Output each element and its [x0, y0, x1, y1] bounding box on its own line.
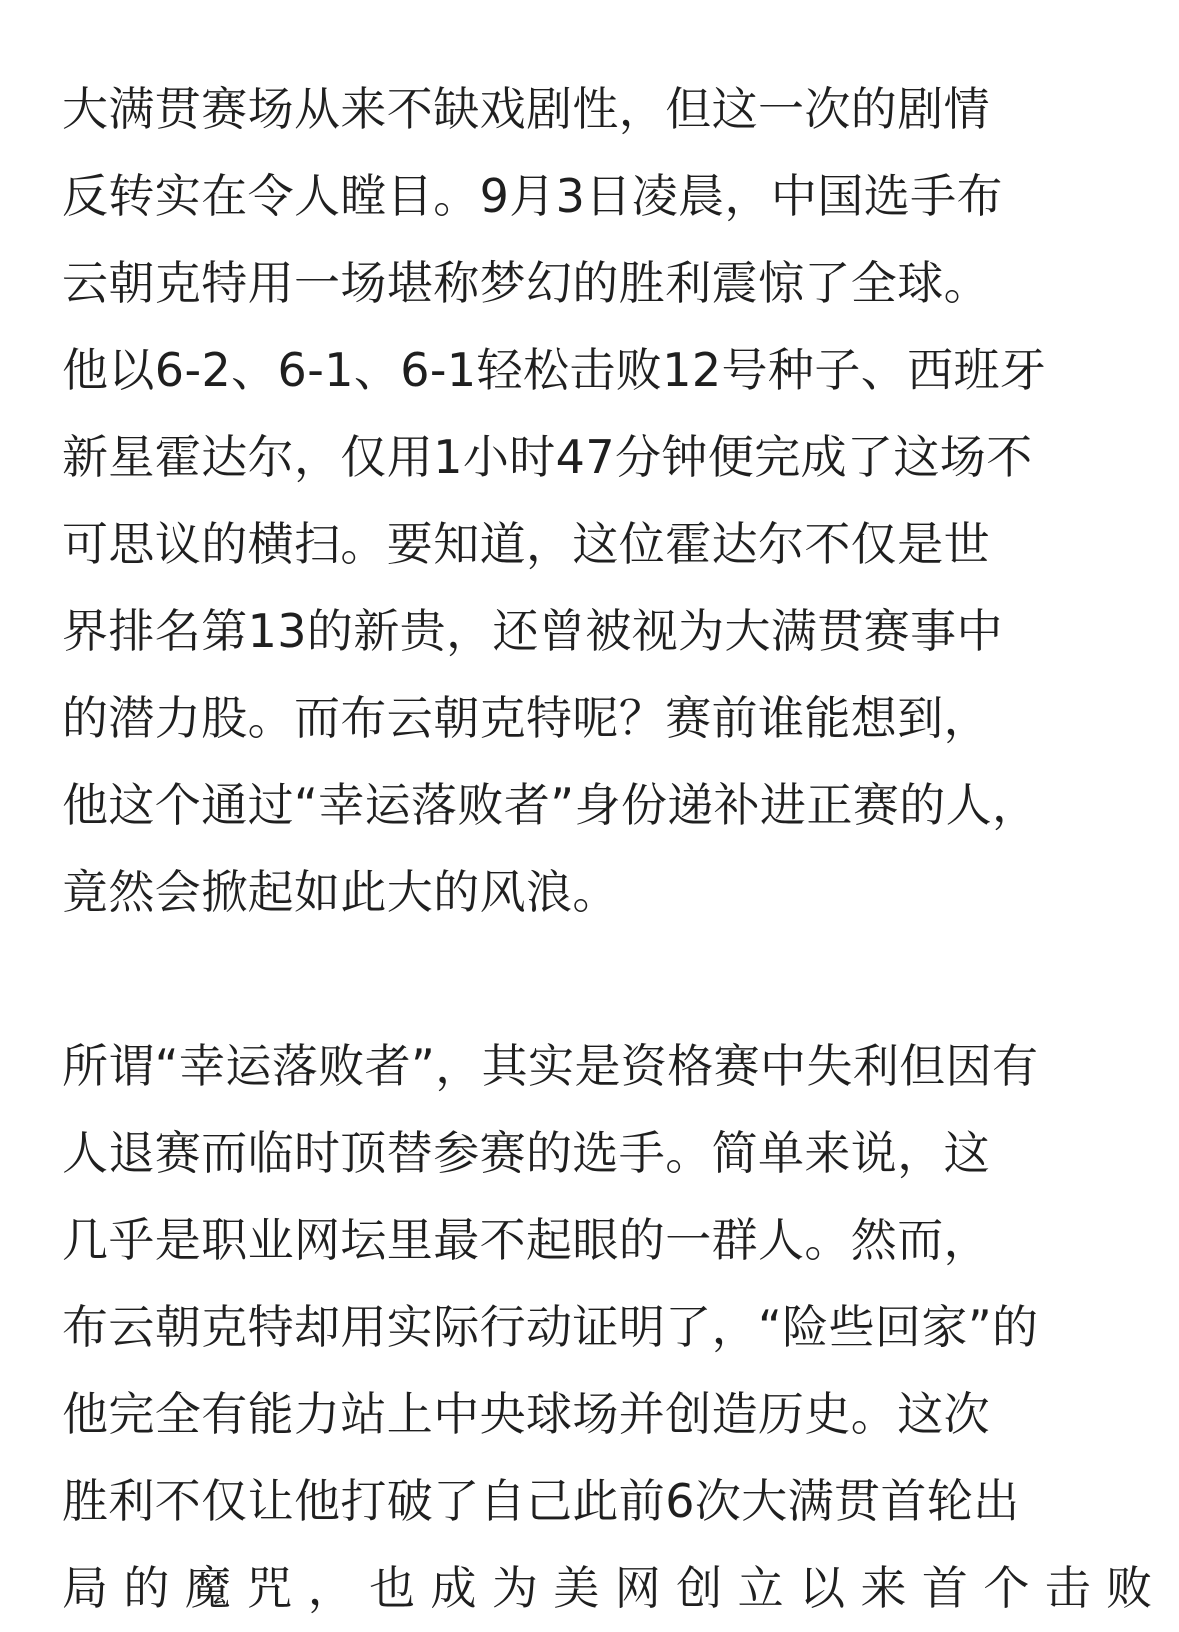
paragraph-line: 局 的 魔 咒 ， 也 成 为 美 网 创 立 以 来 首 个 击 败 — [62, 1561, 1153, 1615]
paragraph-line: 人退赛而临时顶替参赛的选手。简单来说，这 — [62, 1126, 990, 1180]
paragraph-spacer — [62, 936, 1122, 1023]
paragraph-line: 新星霍达尔，仅用1小时47分钟便完成了这场不 — [62, 430, 1033, 484]
paragraph-line: 界排名第13的新贵，还曾被视为大满贯赛事中 — [62, 604, 1003, 658]
article-body — [62, 66, 1153, 1632]
paragraph-line: 大满贯赛场从来不缺戏剧性，但这一次的剧情 — [62, 82, 990, 136]
paragraph-line: 布云朝克特却用实际行动证明了，“险些回家”的 — [62, 1300, 1039, 1354]
paragraph-line: 可思议的横扫。要知道，这位霍达尔不仅是世 — [62, 517, 990, 571]
paragraph-line: 反转实在令人瞠目。9月3日凌晨，中国选手布 — [62, 169, 1003, 223]
paragraph-line: 的潜力股。而布云朝克特呢？赛前谁能想到， — [62, 691, 990, 745]
paragraph-line: 云朝克特用一场堪称梦幻的胜利震惊了全球。 — [62, 256, 990, 310]
paragraph-1 — [62, 66, 1122, 936]
paragraph-line: 他完全有能力站上中央球场并创造历史。这次 — [62, 1387, 990, 1441]
paragraph-line: 竟然会掀起如此大的风浪。 — [62, 865, 619, 919]
paragraph-line: 他这个通过“幸运落败者”身份递补进正赛的人， — [62, 778, 1039, 832]
paragraph-line: 胜利不仅让他打破了自己此前6次大满贯首轮出 — [62, 1474, 1020, 1528]
paragraph-line: 他以6-2、6-1、6-1轻松击败12号种子、西班牙 — [62, 343, 1047, 397]
paragraph-line: 所谓“幸运落败者”，其实是资格赛中失利但因有 — [62, 1039, 1039, 1093]
paragraph-2 — [62, 1023, 1153, 1632]
paragraph-line: 几乎是职业网坛里最不起眼的一群人。然而， — [62, 1213, 990, 1267]
